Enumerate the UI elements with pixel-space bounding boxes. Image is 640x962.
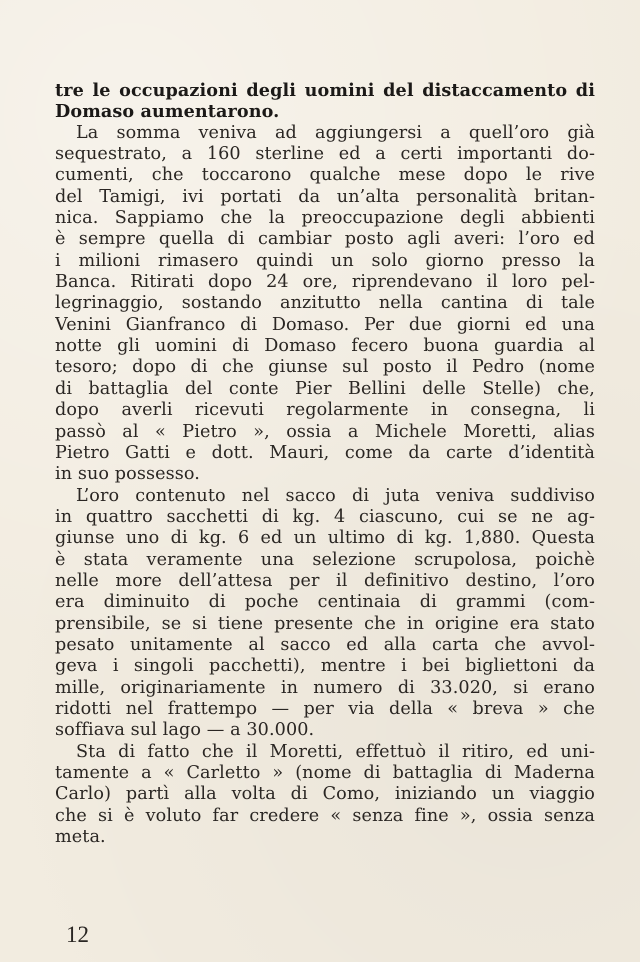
text-line: è sempre quella di cambiar posto agli averi: l’oro ed (55, 229, 595, 250)
text-line: i milioni rimasero quindi un solo giorno presso la (55, 250, 595, 271)
text-line: Venini Gianfranco di Domaso. Per due giorni ed una (55, 314, 595, 335)
text-line: del Tamigi, ivi portati da un’alta personalità britan- (55, 186, 595, 207)
text-line: L’oro contenuto nel sacco di juta veniva suddiviso (76, 485, 595, 506)
text-line: Sta di fatto che il Moretti, effettuò il ritiro, ed uni- (76, 741, 595, 762)
page-number: 12 (66, 922, 89, 947)
text-line: prensibile, se si tiene presente che in origine era stato (55, 613, 595, 634)
text-line: dopo averli ricevuti regolarmente in consegna, li (55, 400, 595, 421)
text-line: nica. Sappiamo che la preoccupazione degli abbienti (55, 208, 595, 229)
text-line: in quattro sacchetti di kg. 4 ciascuno, cui se ne ag- (55, 506, 595, 527)
text-line: mille, originariamente in numero di 33.020, si erano (55, 677, 595, 698)
text-line: che si è voluto far credere « senza fine », ossia senza (55, 805, 595, 826)
text-line: ridotti nel frattempo — per via della « breva » che (55, 698, 595, 719)
text-line: sequestrato, a 160 sterline ed a certi importanti do- (55, 144, 595, 165)
text-line: soffiava sul lago — a 30.000. (55, 720, 315, 741)
text-line: Carlo) partì alla volta di Como, iniziando un viaggio (55, 784, 595, 805)
text-line: Banca. Ritirati dopo 24 ore, riprendevano il loro pel- (55, 272, 595, 293)
text-line: Domaso aumentarono. (55, 101, 280, 123)
text-line: notte gli uomini di Domaso fecero buona guardia al (55, 336, 595, 357)
text-line: tre le occupazioni degli uomini del distaccamento di (55, 80, 595, 101)
text-line: pesato unitamente al sacco ed alla carta che avvol- (55, 634, 595, 655)
text-line: in suo possesso. (55, 464, 200, 485)
body-text (55, 80, 595, 848)
text-line: La somma veniva ad aggiungersi a quell’oro già (76, 122, 595, 143)
text-line: era diminuito di poche centinaia di grammi (com- (55, 592, 595, 613)
text-line: giunse uno di kg. 6 ed un ultimo di kg. 1,880. Questa (55, 528, 595, 549)
text-line: tesoro; dopo di che giunse sul posto il Pedro (nome (55, 357, 595, 378)
text-line: passò al « Pietro », ossia a Michele Moretti, alias (55, 421, 595, 442)
text-line: geva i singoli pacchetti), mentre i bei bigliettoni da (55, 656, 595, 677)
text-line: cumenti, che toccarono qualche mese dopo le rive (55, 165, 595, 186)
text-line: tamente a « Carletto » (nome di battaglia di Maderna (55, 763, 595, 783)
text-line: meta. (55, 827, 106, 848)
text-line: Pietro Gatti e dott. Mauri, come da carte d’identità (55, 442, 595, 463)
text-line: legrinaggio, sostando anzitutto nella cantina di tale (55, 293, 595, 314)
text-line: è stata veramente una selezione scrupolosa, poichè (55, 549, 595, 570)
text-line: nelle more dell’attesa per il definitivo destino, l’oro (55, 570, 595, 591)
text-line: di battaglia del conte Pier Bellini delle Stelle) che, (55, 378, 595, 399)
